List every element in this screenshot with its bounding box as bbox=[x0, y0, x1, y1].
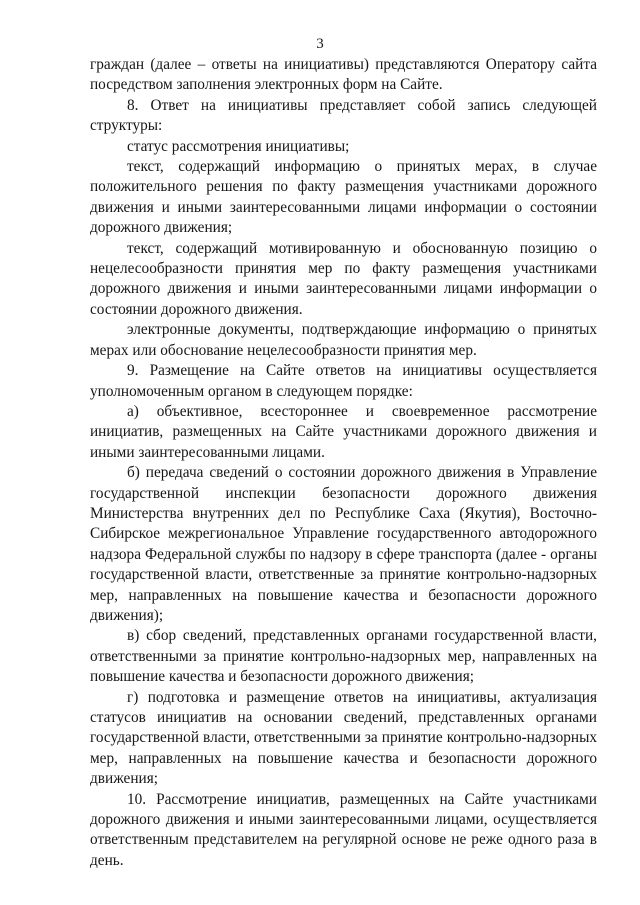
paragraph-subitem-v: в) сбор сведений, представленных органами государственной власти, ответственными за принятие контрольно-надзорных мер, направленных на повышение качества и безопасности дорожного движения; bbox=[90, 627, 597, 686]
paragraph-status: статус рассмотрения инициативы; bbox=[127, 137, 350, 155]
paragraph-item-8: 8. Ответ на инициативы представляет собой запись следующей структуры: bbox=[90, 96, 597, 135]
page-number: 3 bbox=[316, 36, 324, 52]
paragraph-subitem-b: б) передача сведений о состоянии дорожного движения в Управление государственной инспекции безопасности дорожного движения Министерства внутренних дел по Республике Саха (Якутия), Восточно-Сибирское межрегиональное Управление государственного автодорожного надзора Федеральной службы по надзору в сфере транспорта (далее - органы государственной власти, ответственные за принятие контрольно-надзорных мер, направленных на повышение качества и безопасности дорожного движения); bbox=[90, 464, 597, 624]
paragraph-measures-text: текст, содержащий информацию о принятых мерах, в случае положительного решения по факту размещения участниками дорожного движения и иными заинтересованными лицами информации о состоянии дорожного движения; bbox=[90, 158, 597, 237]
document-body bbox=[90, 55, 597, 871]
paragraph-subitem-g: г) подготовка и размещение ответов на инициативы, актуализация статусов инициатив на основании сведений, представленных органами государственной власти, ответственными за принятие контрольно-надзорных мер, направленных на повышение качества и безопасности дорожного движения; bbox=[90, 688, 597, 788]
paragraph-item-9: 9. Размещение на Сайте ответов на инициативы осуществляется уполномоченным органом в следующем порядке: bbox=[90, 362, 597, 400]
paragraph-reasoned-position: текст, содержащий мотивированную и обоснованную позицию о нецелесообразности принятия мер по факту размещения участниками дорожного движения и иными заинтересованными лицами информации о состоянии дорожного движения. bbox=[90, 239, 597, 318]
paragraph-subitem-a: а) объективное, всестороннее и своевременное рассмотрение инициатив, размещенных на Сайте участниками дорожного движения и иными заинтересованными лицами. bbox=[90, 402, 597, 461]
paragraph-electronic-documents: электронные документы, подтверждающие информацию о принятых мерах или обоснование нецелесообразности принятия мер. bbox=[90, 321, 597, 359]
paragraph-item-10: 10. Рассмотрение инициатив, размещенных на Сайте участниками дорожного движения и иными заинтересованными лицами, осуществляется ответственным представителем на регулярной основе не реже одного раза в день. bbox=[90, 790, 597, 869]
paragraph-continuation: граждан (далее – ответы на инициативы) представляются Оператору сайта посредством заполнения электронных форм на Сайте. bbox=[90, 56, 597, 94]
